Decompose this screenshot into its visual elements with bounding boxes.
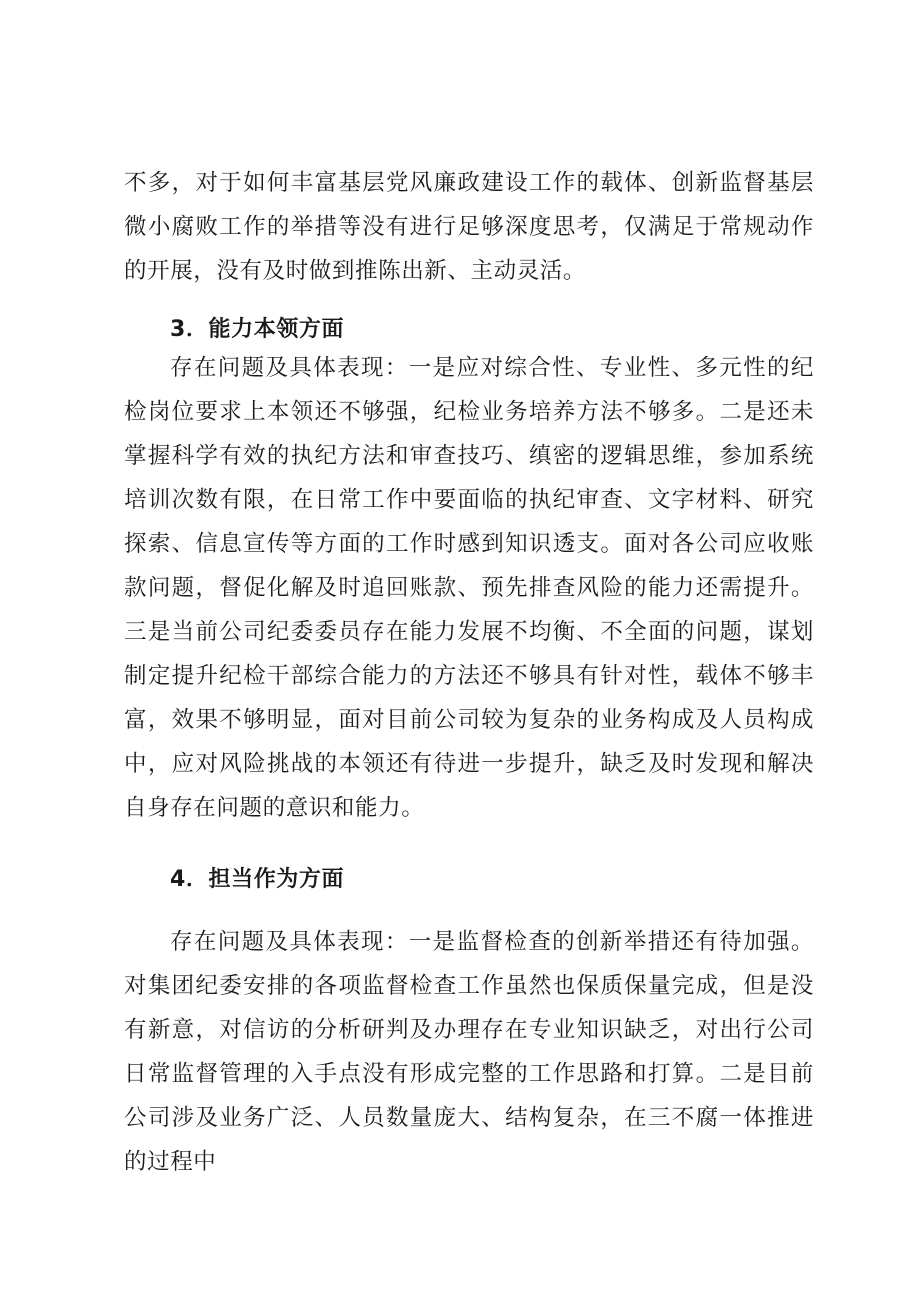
section-heading-responsibility: 4．担当作为方面 — [170, 867, 345, 892]
section-body-ability: 存在问题及具体表现：一是应对综合性、专业性、多元性的纪检岗位要求上本领还不够强，纪检业务培养方法不够多。二是还未掌握科学有效的执纪方法和审查技巧、缜密的逻辑思维，参加系统培训次数有限，在日常工作中要面临的执纪审查、文字材料、研究探索、信息宣传等方面的工作时感到知识透支。面对各公司应收账款问题，督促化解及时追回账款、预先排查风险的能力还需提升。三是当前公司纪委委员存在能力发展不均衡、不全面的问题，谋划制定提升纪检干部综合能力的方法还不够具有针对性，载体不够丰富，效果不够明显，面对目前公司较为复杂的业务构成及人员构成中，应对风险挑战的本领还有待进一步提升，缺乏及时发现和解决自身存在问题的意识和能力。 — [124, 355, 814, 821]
paragraph-continued: 不多，对于如何丰富基层党风廉政建设工作的载体、创新监督基层微小腐败工作的举措等没有进行足够深度思考，仅满足于常规动作的开展，没有及时做到推陈出新、主动灵活。 — [124, 170, 814, 284]
section-body-responsibility: 存在问题及具体表现：一是监督检查的创新举措还有待加强。对集团纪委安排的各项监督检查工作虽然也保质保量完成，但是没有新意，对信访的分析研判及办理存在专业知识缺乏，对出行公司日常监督管理的入手点没有形成完整的工作思路和打算。二是目前公司涉及业务广泛、人员数量庞大、结构复杂，在三不腐一体推进的过程中 — [124, 929, 814, 1175]
section-heading-ability: 3．能力本领方面 — [170, 317, 345, 342]
